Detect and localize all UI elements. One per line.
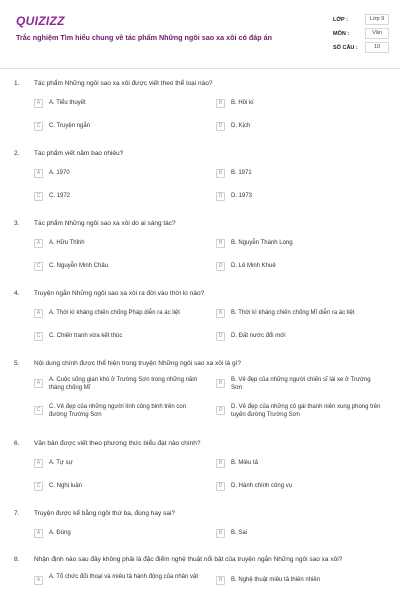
- option-letter-badge: B: [216, 169, 225, 178]
- question-number: 3.: [14, 220, 20, 227]
- meta-label: SỐ CÂU :: [333, 45, 358, 51]
- option-text: A. Tự sự: [49, 460, 73, 466]
- option-text: B. 1971: [231, 170, 252, 176]
- option-text: A. Thời kì kháng chiến chống Pháp diễn ra ác liệt: [49, 310, 180, 316]
- option-text: B. Miêu tả: [231, 460, 259, 466]
- option-letter-badge: A: [34, 379, 43, 388]
- option-letter-badge: B: [216, 239, 225, 248]
- option-text: C. Truyện ngắn: [49, 123, 91, 129]
- option-text: D. Hành chính công vụ: [231, 483, 293, 489]
- option-text: A. Đúng: [49, 530, 71, 536]
- option-text: A. 1970: [49, 170, 70, 176]
- meta-label: MÔN :: [333, 31, 350, 37]
- option-letter-badge: D: [216, 192, 225, 201]
- question-number: 7.: [14, 510, 20, 517]
- option-letter-badge: D: [216, 406, 225, 415]
- option-letter-badge: C: [34, 482, 43, 491]
- header-divider: [0, 68, 400, 69]
- question-text: Tác phẩm viết năm bao nhiêu?: [34, 150, 124, 157]
- meta-value: Văn: [365, 28, 389, 39]
- option-letter-badge: B: [216, 529, 225, 538]
- option-letter-badge: B: [216, 459, 225, 468]
- option-letter-badge: A: [34, 99, 43, 108]
- worksheet-title: Trắc nghiệm Tìm hiểu chung về tác phẩm Những ngôi sao xa xôi có đáp án: [16, 33, 273, 42]
- option-letter-badge: B: [216, 99, 225, 108]
- meta-value: 10: [365, 42, 389, 53]
- option-text: D. Lê Minh Khuê: [231, 263, 276, 269]
- option-text: B. Nghệ thuật miêu tả thiên nhiên: [231, 577, 321, 583]
- question-text: Tác phẩm Những ngôi sao xa xôi được viết theo thể loại nào?: [34, 80, 213, 87]
- option-letter-badge: A: [34, 576, 43, 585]
- option-letter-badge: B: [216, 379, 225, 388]
- option-letter-badge: C: [34, 122, 43, 131]
- option-letter-badge: A: [34, 529, 43, 538]
- meta-row-grade: [333, 14, 389, 28]
- worksheet-meta: [333, 14, 389, 56]
- option-text: D. 1973: [231, 193, 253, 199]
- option-text: A. Tiểu thuyết: [49, 100, 86, 106]
- question-number: 4.: [14, 290, 20, 297]
- question-text: Tác phẩm Những ngôi sao xa xôi do ai sáng tác?: [34, 220, 176, 227]
- option-letter-badge: C: [34, 406, 43, 415]
- option-letter-badge: A: [34, 459, 43, 468]
- option-text: B. Vẻ đẹp của những người chiến sĩ lái xe ở Trường Sơn: [231, 377, 371, 391]
- worksheet-header: [0, 0, 400, 68]
- option-letter-badge: C: [34, 262, 43, 271]
- option-text: C. Chiến tranh vừa kết thúc: [49, 333, 123, 339]
- option-text: B. Hồi kí: [231, 100, 254, 106]
- question-text: Văn bản được viết theo phương thức biểu đạt nào chính?: [34, 440, 201, 447]
- option-letter-badge: B: [216, 309, 225, 318]
- option-text: A. Tổ chức đối thoại và miêu tả hành động của nhân vật: [49, 574, 199, 580]
- question-text: Truyện được kể bằng ngôi thứ ba, đúng hay sai?: [34, 510, 176, 517]
- option-text: B. Sai: [231, 530, 248, 536]
- option-text: A. Hữu Thỉnh: [49, 240, 85, 246]
- meta-label: LỚP :: [333, 17, 348, 23]
- option-letter-badge: C: [34, 192, 43, 201]
- option-letter-badge: C: [34, 332, 43, 341]
- question-text: Nhận định nào sau đây không phải là đặc điểm nghệ thuật nổi bật của truyện ngắn Những ngôi sao xa xôi?: [34, 556, 343, 563]
- option-text: B. Thời kì kháng chiến chống Mĩ diễn ra ác liệt: [231, 310, 355, 316]
- option-letter-badge: B: [216, 576, 225, 585]
- option-letter-badge: A: [34, 239, 43, 248]
- meta-value: Lớp 9: [365, 14, 389, 25]
- option-text: D. Đất nước đổi mới: [231, 333, 286, 339]
- question-text: Nội dung chính được thể hiện trong truyện Những ngôi sao xa xôi là gì?: [34, 360, 242, 367]
- question-text: Truyện ngắn Những ngôi sao xa xôi ra đời vào thời kì nào?: [34, 290, 205, 297]
- option-text: C. Nghị luận: [49, 483, 83, 489]
- meta-row-subject: [333, 28, 389, 42]
- question-number: 2.: [14, 150, 20, 157]
- option-letter-badge: A: [34, 169, 43, 178]
- question-number: 1.: [14, 80, 20, 87]
- option-letter-badge: D: [216, 332, 225, 341]
- quizizz-logo[interactable]: QUIZIZZ: [16, 14, 65, 28]
- question-number: 5.: [14, 360, 20, 367]
- option-text: C. Vẻ đẹp của những người lính công binh trên con đường Trường Sơn: [49, 404, 187, 418]
- question-number: 8.: [14, 556, 20, 563]
- option-letter-badge: D: [216, 122, 225, 131]
- option-letter-badge: D: [216, 262, 225, 271]
- question-number: 6.: [14, 440, 20, 447]
- option-text: B. Nguyễn Thành Long: [231, 240, 293, 246]
- option-text: C. 1972: [49, 193, 71, 199]
- meta-row-count: [333, 42, 389, 56]
- option-letter-badge: A: [34, 309, 43, 318]
- option-text: C. Nguyễn Minh Châu: [49, 263, 109, 269]
- option-letter-badge: D: [216, 482, 225, 491]
- option-text: A. Cuộc sống gian khó ở Trường Sơn trong những năm tháng chống Mĩ: [49, 377, 198, 391]
- option-text: D. Vẻ đẹp của những cô gái thanh niên xung phong trên tuyến đường Trường Sơn: [231, 404, 381, 418]
- option-text: D. Kịch: [231, 123, 251, 129]
